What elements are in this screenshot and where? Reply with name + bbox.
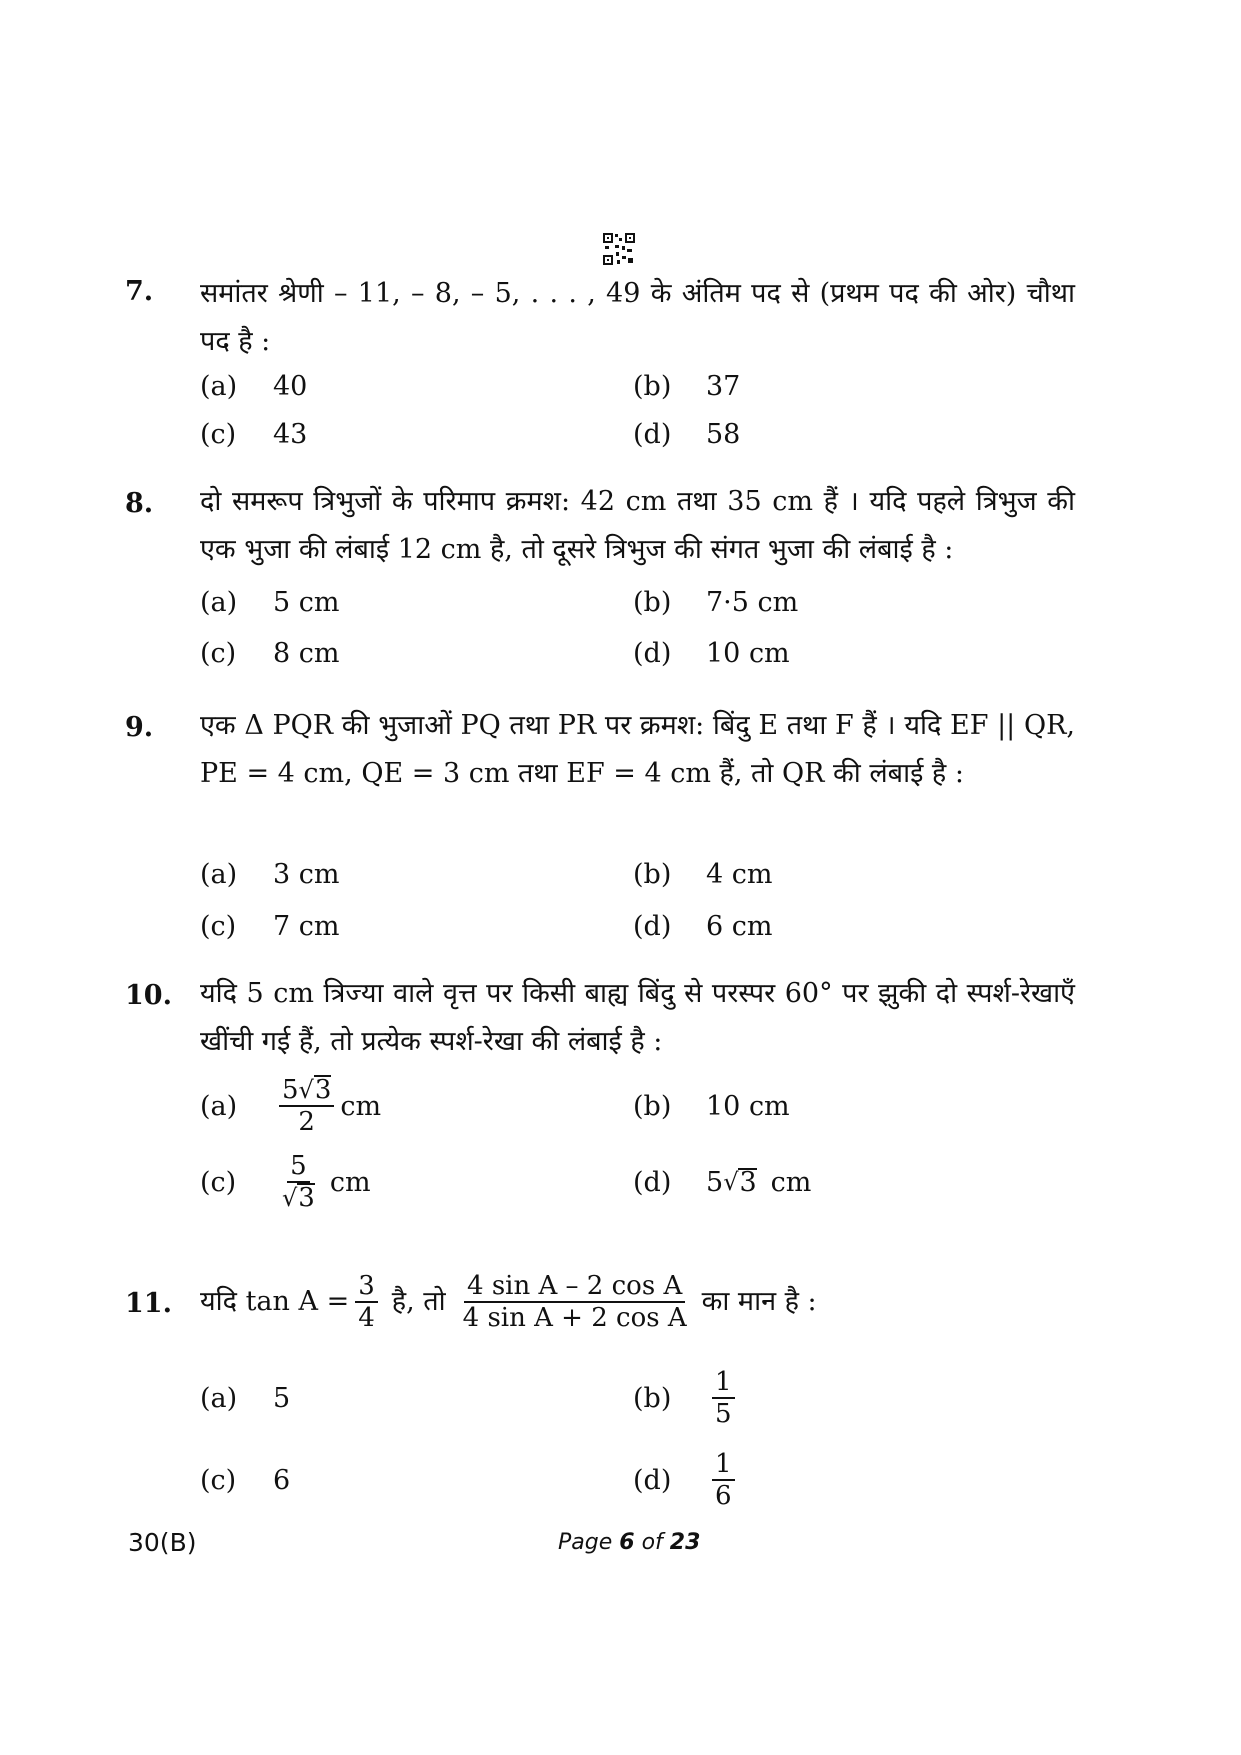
denominator: 4 bbox=[358, 1303, 375, 1333]
radicand: 3 bbox=[314, 1075, 332, 1105]
of-word: of bbox=[641, 1530, 663, 1555]
option-label: (a) bbox=[200, 1090, 238, 1122]
option-label: (d) bbox=[633, 637, 672, 669]
option-label: (d) bbox=[633, 1464, 672, 1496]
numerator: 1 bbox=[712, 1367, 735, 1399]
option-value: 5 cm bbox=[273, 586, 340, 618]
option-label: (b) bbox=[633, 370, 672, 402]
option-label: (c) bbox=[200, 637, 237, 669]
text-pre: यदि tan A = bbox=[200, 1286, 350, 1317]
option-b bbox=[633, 1368, 741, 1428]
option-d bbox=[633, 633, 790, 673]
option-c bbox=[200, 1152, 371, 1212]
option-value: 58 bbox=[706, 418, 741, 450]
coefficient: 5 bbox=[706, 1166, 724, 1198]
page-word: Page bbox=[558, 1530, 613, 1555]
question-number: 7. bbox=[125, 276, 154, 307]
text-post: का मान है : bbox=[701, 1286, 817, 1317]
question-text: एक Δ PQR की भुजाओं PQ तथा PR पर क्रमश: बिंदु E तथा F हैं । यदि EF || QR, PE = 4 cm, QE = 3 cm तथा EF = 4 cm हैं, तो QR की लंबाई है : bbox=[200, 710, 1075, 789]
option-value: 7 cm bbox=[273, 910, 340, 942]
option-label: (b) bbox=[633, 1090, 672, 1122]
option-value: 7·5 cm bbox=[706, 586, 799, 618]
option-label: (a) bbox=[200, 586, 238, 618]
option-label: (a) bbox=[200, 1382, 238, 1414]
question-number: 10. bbox=[125, 980, 172, 1011]
sqrt-icon: √ bbox=[723, 1168, 739, 1196]
option-a bbox=[200, 582, 340, 622]
option-a bbox=[200, 1378, 290, 1418]
question-text: यदि 5 cm त्रिज्या वाले वृत्त पर किसी बाह्य बिंदु से परस्पर 60° पर झुकी दो स्पर्श-रेखाएँ खींची गई हैं, तो प्रत्येक स्पर्श-रेखा की लंबाई है : bbox=[200, 978, 1075, 1057]
fraction bbox=[712, 1367, 735, 1429]
tan-fraction bbox=[355, 1271, 378, 1333]
fraction bbox=[279, 1075, 334, 1137]
option-d bbox=[633, 906, 773, 946]
numerator-coefficient: 5 bbox=[282, 1075, 299, 1105]
option-d bbox=[633, 1162, 811, 1202]
option-value: 43 bbox=[273, 418, 308, 450]
numerator: 3 bbox=[355, 1271, 378, 1303]
option-c bbox=[200, 414, 307, 454]
unit: cm bbox=[770, 1166, 812, 1198]
option-b bbox=[633, 366, 740, 406]
page-indicator bbox=[558, 1530, 700, 1555]
option-a bbox=[200, 366, 307, 406]
radicand: 3 bbox=[739, 1167, 757, 1198]
option-value: 10 cm bbox=[706, 1090, 790, 1122]
option-a bbox=[200, 854, 340, 894]
unit: cm bbox=[329, 1166, 371, 1198]
option-b bbox=[633, 582, 798, 622]
question-text bbox=[200, 1262, 1075, 1342]
question-number: 9. bbox=[125, 712, 154, 743]
paper-code: 30(B) bbox=[128, 1528, 197, 1557]
denominator: 4 sin A + 2 cos A bbox=[462, 1303, 687, 1333]
denominator: 2 bbox=[298, 1107, 315, 1137]
option-label: (b) bbox=[633, 858, 672, 890]
option-b bbox=[633, 854, 773, 894]
page-total: 23 bbox=[669, 1530, 701, 1555]
expression-fraction bbox=[460, 1271, 690, 1333]
option-label: (a) bbox=[200, 858, 238, 890]
numerator: 1 bbox=[712, 1449, 735, 1481]
option-value: 6 cm bbox=[706, 910, 773, 942]
option-label: (b) bbox=[633, 1382, 672, 1414]
option-c bbox=[200, 1460, 290, 1500]
option-value: 40 bbox=[273, 370, 308, 402]
question-number: 8. bbox=[125, 488, 154, 519]
numerator: 5 bbox=[287, 1151, 310, 1183]
option-value: 4 cm bbox=[706, 858, 773, 890]
option-label: (d) bbox=[633, 1166, 672, 1198]
denominator: 6 bbox=[715, 1481, 732, 1511]
fraction bbox=[712, 1449, 735, 1511]
option-value: 3 cm bbox=[273, 858, 340, 890]
fraction bbox=[279, 1151, 318, 1213]
option-value: 8 cm bbox=[273, 637, 340, 669]
option-label: (c) bbox=[200, 1166, 237, 1198]
option-label: (d) bbox=[633, 418, 672, 450]
unit: cm bbox=[340, 1090, 382, 1122]
denominator: 5 bbox=[715, 1399, 732, 1429]
option-label: (a) bbox=[200, 370, 238, 402]
option-b bbox=[633, 1086, 790, 1126]
option-d bbox=[633, 1450, 741, 1510]
numerator: 4 sin A – 2 cos A bbox=[464, 1271, 685, 1303]
question-number: 11. bbox=[125, 1288, 172, 1319]
option-label: (c) bbox=[200, 418, 237, 450]
qr-code-icon bbox=[602, 232, 636, 266]
option-value: 10 cm bbox=[706, 637, 790, 669]
sqrt-icon: √ bbox=[298, 1076, 314, 1104]
option-c bbox=[200, 906, 340, 946]
option-value: 37 bbox=[706, 370, 741, 402]
option-label: (b) bbox=[633, 586, 672, 618]
text-mid: है, तो bbox=[391, 1286, 446, 1317]
question-text: समांतर श्रेणी – 11, – 8, – 5, . . . , 49 के अंतिम पद से (प्रथम पद की ओर) चौथा पद है : bbox=[200, 278, 1075, 357]
question-text: दो समरूप त्रिभुजों के परिमाप क्रमश: 42 cm तथा 35 cm हैं । यदि पहले त्रिभुज की एक भुजा की लंबाई 12 cm है, तो दूसरे त्रिभुज की संगत भुजा की लंबाई है : bbox=[200, 486, 1075, 565]
page-number: 6 bbox=[619, 1530, 635, 1555]
option-value: 5 bbox=[273, 1382, 291, 1414]
radicand: 3 bbox=[298, 1183, 315, 1213]
option-value: 6 bbox=[273, 1464, 291, 1496]
option-label: (c) bbox=[200, 1464, 237, 1496]
option-a bbox=[200, 1075, 382, 1137]
option-c bbox=[200, 633, 340, 673]
sqrt-icon: √ bbox=[282, 1184, 298, 1212]
option-d bbox=[633, 414, 740, 454]
option-label: (d) bbox=[633, 910, 672, 942]
option-label: (c) bbox=[200, 910, 237, 942]
